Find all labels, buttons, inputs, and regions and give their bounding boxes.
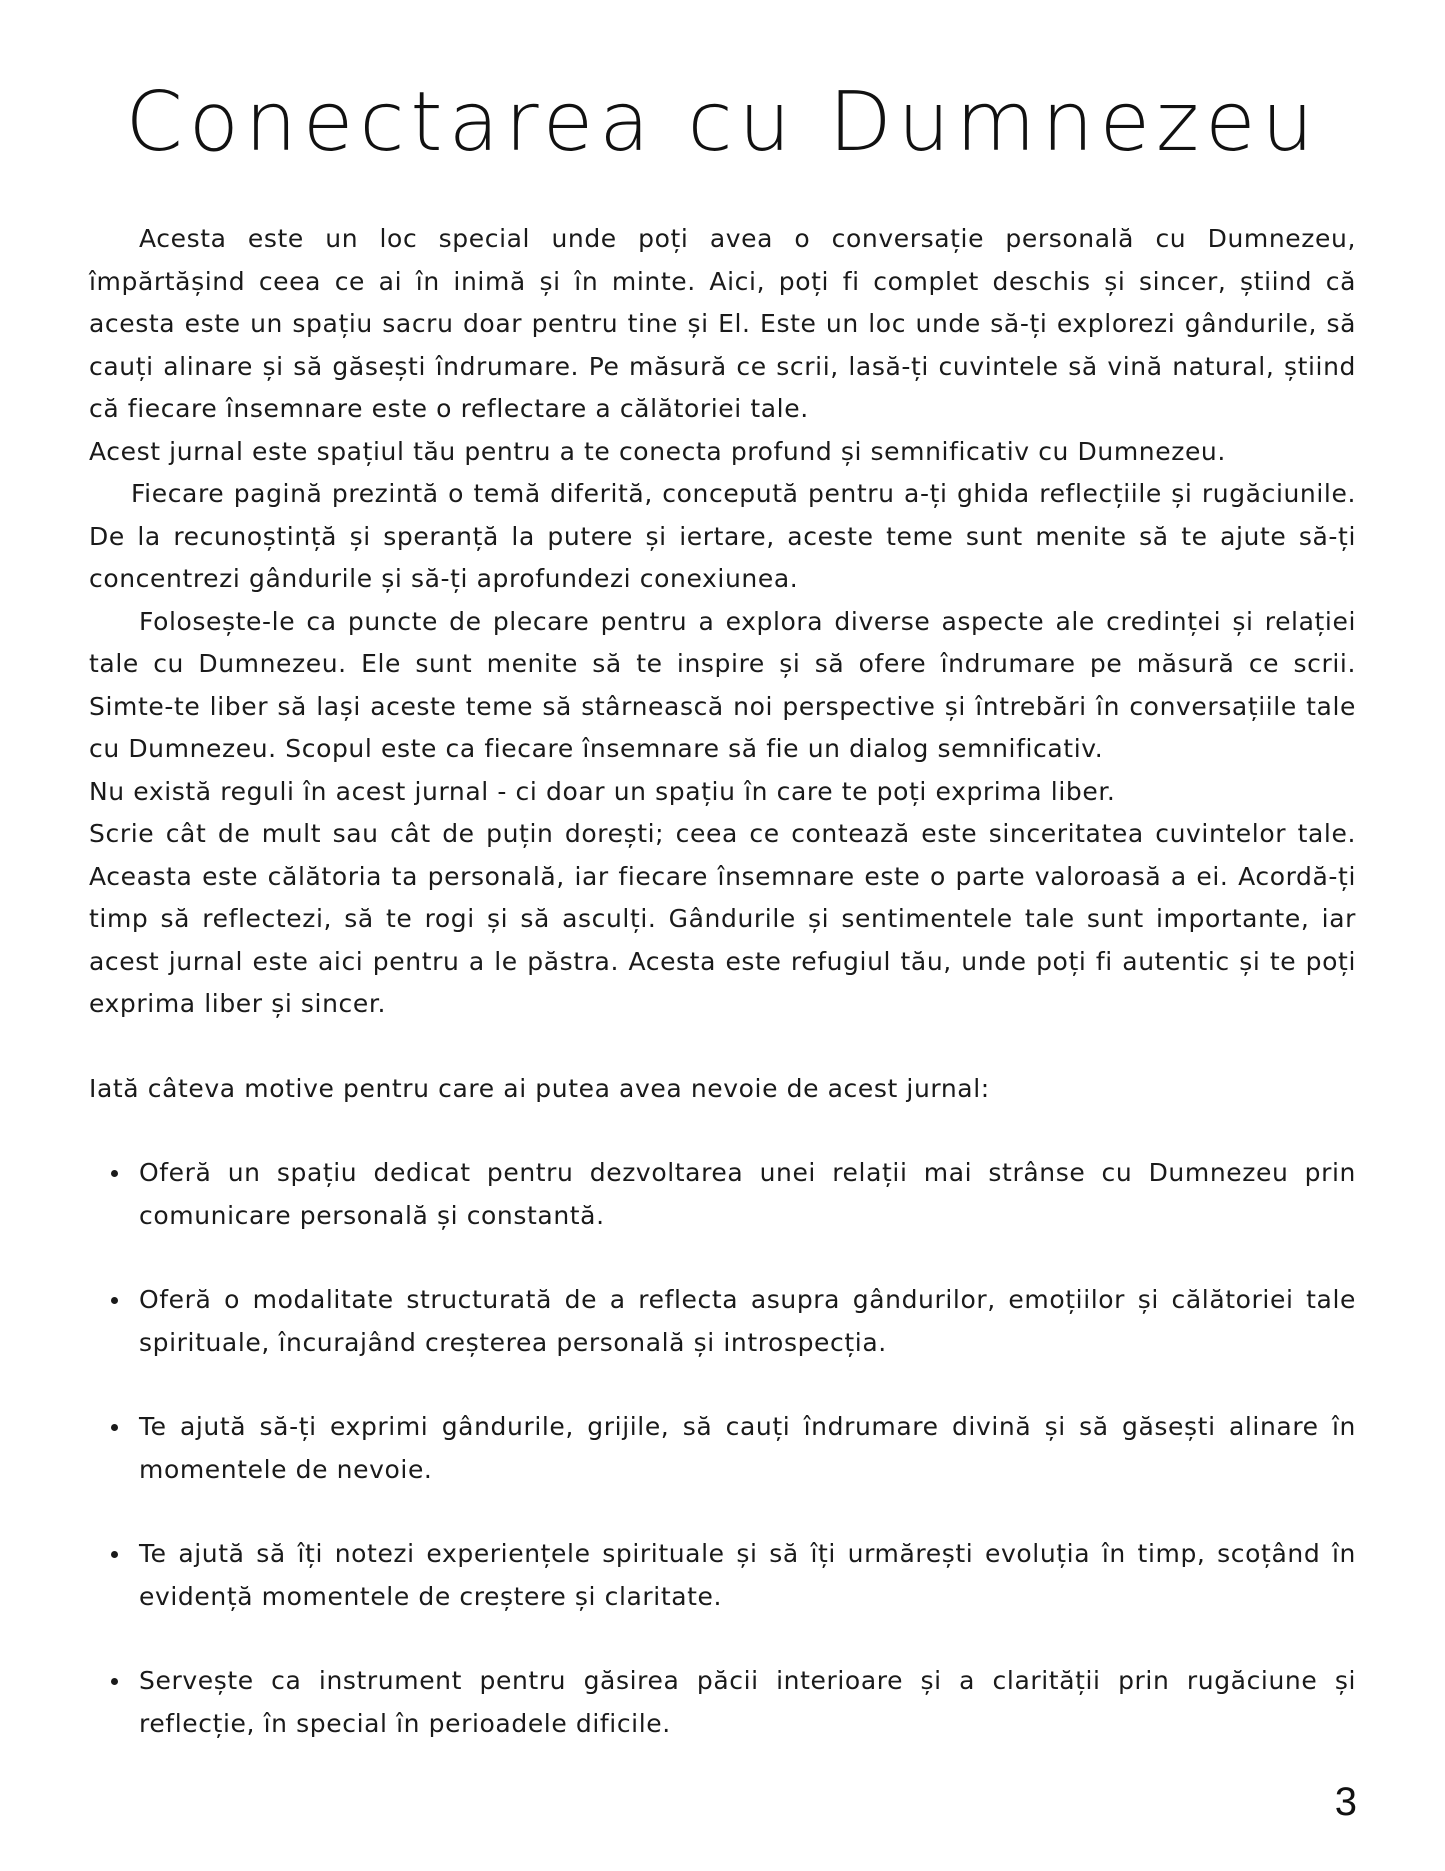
bullet-icon: [111, 1297, 118, 1304]
bullet-icon: [111, 1678, 118, 1685]
bullet-icon: [111, 1424, 118, 1431]
paragraph-themes: Fiecare pagină prezintă o temă diferită, concepută pentru a-ți ghida reflecțiile și rugăciunile. De la recunoștință și speranță la putere și iertare, aceste teme sunt menite să te ajute să-ți concentrezi gândurile și să-ți aprofundezi conexiunea.: [89, 479, 1356, 593]
paragraph-no-rules: Nu există reguli în acest jurnal - ci doar un spațiu în care te poți exprima liber.: [89, 776, 1116, 806]
bullet-icon: [111, 1551, 118, 1558]
page-title: Conectarea cu Dumnezeu: [125, 75, 1320, 170]
reasons-intro: Iată câteva motive pentru care ai putea avea nevoie de acest jurnal:: [89, 1073, 990, 1103]
list-item: [89, 1406, 1356, 1491]
list-item-text: Te ajută să îți notezi experiențele spirituale și să îți urmărești evoluția în timp, scoțând în evidență momentele de creștere și claritate.: [139, 1539, 1356, 1611]
list-item-text: Te ajută să-ți exprimi gândurile, grijile, să cauți îndrumare divină și să găsești alinare în momentele de nevoie.: [139, 1412, 1356, 1484]
reasons-list: [89, 1152, 1356, 1745]
list-item-text: Oferă o modalitate structurată de a reflecta asupra gândurilor, emoțiilor și călătoriei tale spirituale, încurajând creșterea personală și introspecția.: [139, 1285, 1356, 1357]
list-item: [89, 1152, 1356, 1237]
list-item: [89, 1279, 1356, 1364]
body-text: [89, 218, 1356, 1745]
list-item-text: Servește ca instrument pentru găsirea păcii interioare și a clarității prin rugăciune și reflecție, în special în perioadele dificile.: [139, 1666, 1356, 1738]
page-number: 3: [1334, 1780, 1357, 1824]
paragraph-intro: Acesta este un loc special unde poți avea o conversație personală cu Dumnezeu, împărtășind ceea ce ai în inimă și în minte. Aici, poți fi complet deschis și sincer, știind că acesta este un spațiu sacru doar pentru tine și El. Este un loc unde să-ți explorezi gândurile, să cauți alinare și să găsești îndrumare. Pe măsură ce scrii, lasă-ți cuvintele să vină natural, știind că fiecare însemnare este o reflectare a călătoriei tale.: [89, 224, 1356, 423]
paragraph-write-freely: Scrie cât de mult sau cât de puțin dorești; ceea ce contează este sinceritatea cuvintelor tale. Aceasta este călătoria ta personală, iar fiecare însemnare este o parte valoroasă a ei. Acordă-ți timp să reflectezi, să te rogi și să asculți. Gândurile și sentimentele tale sunt importante, iar acest jurnal este aici pentru a le păstra. Acesta este refugiul tău, unde poți fi autentic și te poți exprima liber și sincer.: [89, 819, 1356, 1018]
bullet-icon: [111, 1170, 118, 1177]
paragraph-starting-points: Folosește-le ca puncte de plecare pentru a explora diverse aspecte ale credinței și relației tale cu Dumnezeu. Ele sunt menite să te inspire și să ofere îndrumare pe măsură ce scrii. Simte-te liber să lași aceste teme să stârnească noi perspective și întrebări în conversațiile tale cu Dumnezeu. Scopul este ca fiecare însemnare să fie un dialog semnificativ.: [89, 606, 1356, 763]
list-item: [89, 1533, 1356, 1618]
paragraph-journal-space: Acest jurnal este spațiul tău pentru a te conecta profund și semnificativ cu Dumnezeu.: [89, 436, 1226, 466]
list-item: [89, 1660, 1356, 1745]
list-item-text: Oferă un spațiu dedicat pentru dezvoltarea unei relații mai strânse cu Dumnezeu prin comunicare personală și constantă.: [139, 1158, 1356, 1230]
